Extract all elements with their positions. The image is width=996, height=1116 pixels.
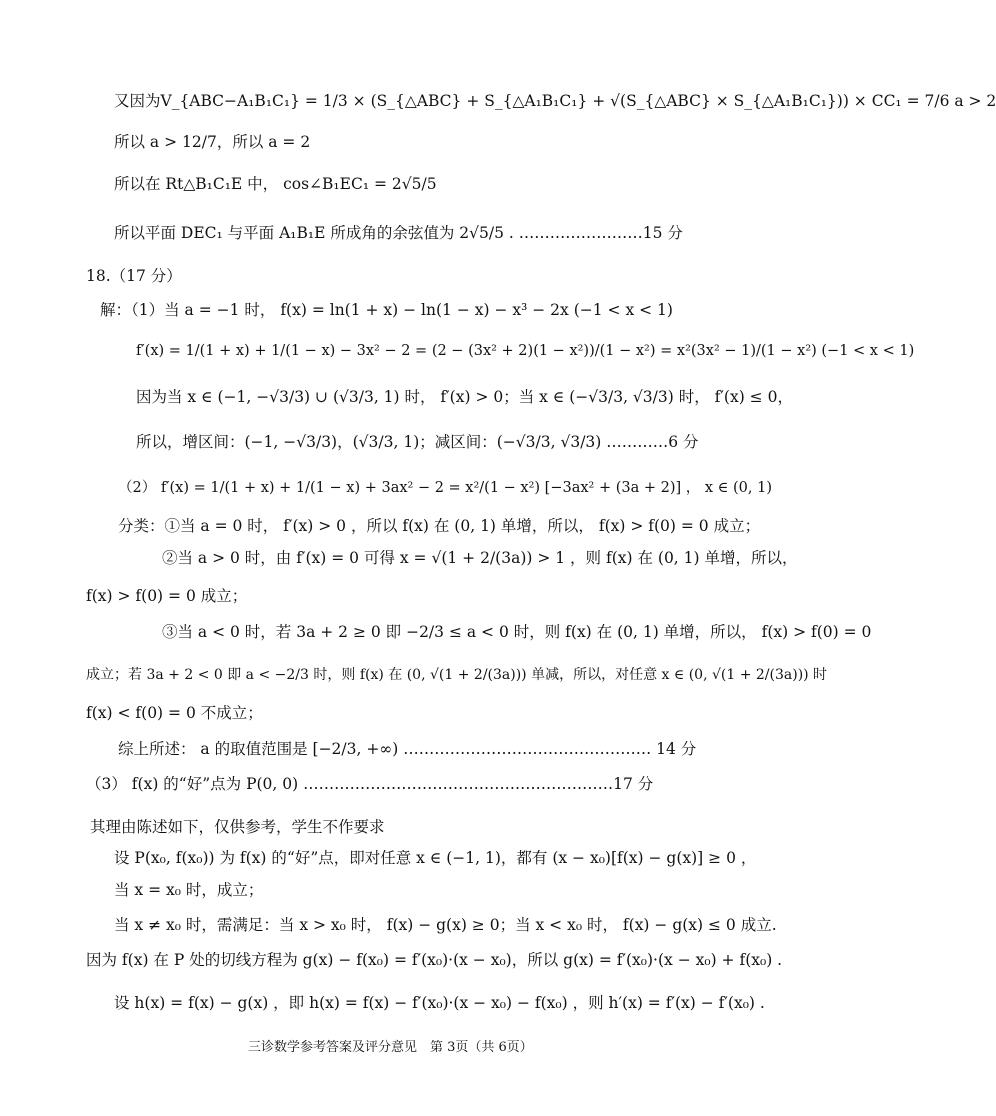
text-line-13: f(x) > f(0) = 0 成立； (86, 587, 248, 605)
text-line-7: f′(x) = 1/(1 + x) + 1/(1 − x) − 3x² − 2 = (2 − (3x² + 2)(1 − x²))/(1 − x²) = x²(3x² − 1)/(1 − x²) (−1 < x < 1) (136, 343, 915, 359)
text-line-14: ③当 a < 0 时，若 3a + 2 ≥ 0 即 −2/3 ≤ a < 0 时，则 f(x) 在 (0, 1) 单增，所以， f(x) > f(0) = 0 (162, 623, 872, 641)
text-line-21: 当 x = x₀ 时，成立； (114, 881, 264, 899)
text-line-10: （2） f′(x) = 1/(1 + x) + 1/(1 − x) + 3ax² − 2 = x²/(1 − x²) [−3ax² + (3a + 2)] ， x ∈ (0, 1) (118, 480, 772, 496)
section-heading-18: 18.（17 分） (86, 267, 182, 285)
text-line-4: 所以平面 DEC₁ 与平面 A₁B₁E 所成角的余弦值为 2√5/5 . ……………………15 分 (114, 224, 683, 242)
text-line-1: 又因为V_{ABC−A₁B₁C₁} = 1/3 × (S_{△ABC} + S_{△A₁B₁C₁} + √(S_{△ABC} × S_{△A₁B₁C₁})) × CC₁ = 7/6 a > 2 (114, 92, 996, 110)
text-line-20: 设 P(x₀, f(x₀)) 为 f(x) 的“好”点，即对任意 x ∈ (−1, 1)，都有 (x − x₀)[f(x) − g(x)] ≥ 0 ， (114, 849, 757, 867)
text-line-16: f(x) < f(0) = 0 不成立； (86, 704, 263, 722)
page-footer: 三诊数学参考答案及评分意见 第 3页（共 6页） (248, 1040, 533, 1055)
text-line-11: 分类：①当 a = 0 时， f′(x) > 0 ，所以 f(x) 在 (0, 1) 单增，所以， f(x) > f(0) = 0 成立； (118, 517, 761, 535)
text-line-6: 解：（1）当 a = −1 时， f(x) = ln(1 + x) − ln(1 − x) − x³ − 2x (−1 < x < 1) (100, 301, 673, 319)
text-line-15: 成立；若 3a + 2 < 0 即 a < −2/3 时，则 f(x) 在 (0, √(1 + 2/(3a))) 单减，所以，对任意 x ∈ (0, √(1 + 2/(3a))) 时 (86, 667, 828, 683)
text-line-22: 当 x ≠ x₀ 时，需满足：当 x > x₀ 时， f(x) − g(x) ≥ 0；当 x < x₀ 时， f(x) − g(x) ≤ 0 成立. (114, 916, 777, 934)
text-line-9: 所以，增区间：(−1, −√3/3)，(√3/3, 1)；减区间：(−√3/3, √3/3) …………6 分 (136, 433, 699, 451)
text-line-19: 其理由陈述如下，仅供参考，学生不作要求 (90, 818, 385, 836)
text-line-2: 所以 a > 12/7，所以 a = 2 (114, 133, 311, 151)
text-line-17: 综上所述： a 的取值范围是 [−2/3, +∞) ………………………………………… 14 分 (118, 740, 697, 758)
text-line-23: 因为 f(x) 在 P 处的切线方程为 g(x) − f(x₀) = f′(x₀)·(x − x₀)，所以 g(x) = f′(x₀)·(x − x₀) + f(x₀) . (86, 951, 783, 969)
text-line-3: 所以在 Rt△B₁C₁E 中， cos∠B₁EC₁ = 2√5/5 (114, 175, 437, 193)
text-line-24: 设 h(x) = f(x) − g(x) ，即 h(x) = f(x) − f′(x₀)·(x − x₀) − f(x₀) ，则 h′(x) = f′(x) − f′(x₀) . (114, 994, 765, 1012)
text-line-18: （3） f(x) 的“好”点为 P(0, 0) ……………………………………………………17 分 (86, 775, 654, 793)
text-line-12: ②当 a > 0 时，由 f′(x) = 0 可得 x = √(1 + 2/(3a)) > 1 ，则 f(x) 在 (0, 1) 单增，所以， (162, 549, 798, 567)
text-line-8: 因为当 x ∈ (−1, −√3/3) ∪ (√3/3, 1) 时， f′(x) > 0；当 x ∈ (−√3/3, √3/3) 时， f′(x) ≤ 0， (136, 388, 793, 406)
